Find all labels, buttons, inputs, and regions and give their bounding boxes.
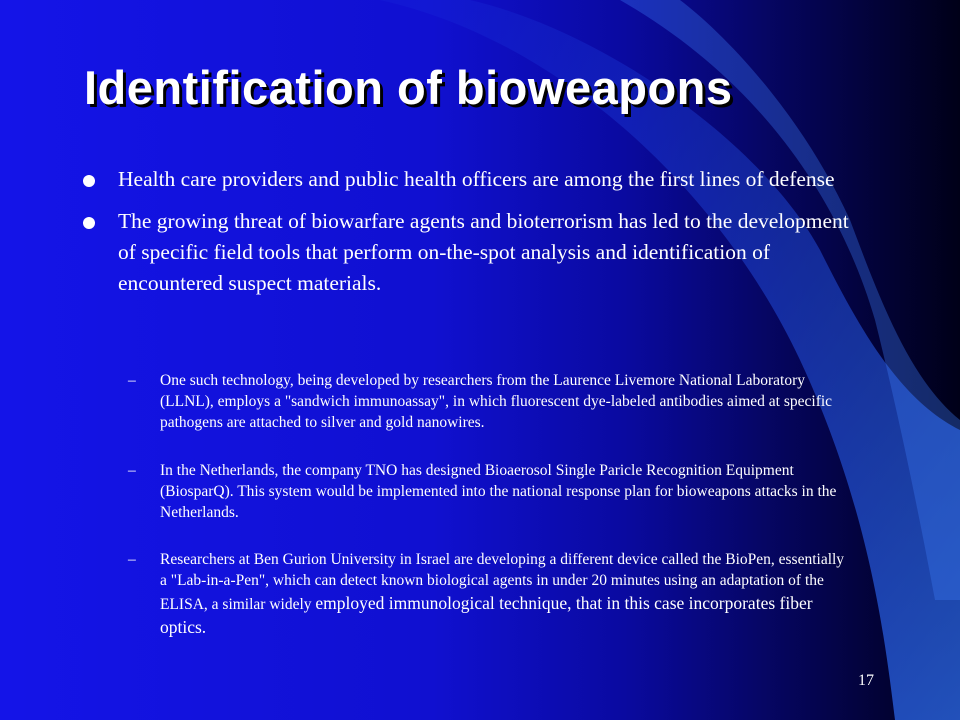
dash-marker: –	[128, 551, 136, 568]
dash-marker: –	[128, 462, 136, 479]
bullet-text: The growing threat of biowarfare agents and bioterrorism has led to the development of specific field tools that perform on-the-spot analysis and identification of encountered suspect materials.	[118, 209, 849, 295]
sub-bullet-text: One such technology, being developed by researchers from the Laurence Livemore National Laboratory (LLNL), employs a "sandwich immunoassay", in which fluorescent dye-labeled antibodies aimed at specific pathogens are attached to silver and gold nanowires.	[160, 372, 833, 431]
sub-bullet-item	[128, 370, 848, 433]
sub-bullet-item	[128, 460, 848, 523]
slide-title: Identification of bioweapons	[84, 61, 733, 114]
bullet-text: Health care providers and public health officers are among the first lines of defense	[118, 167, 835, 191]
bullet-dot-icon	[83, 175, 95, 187]
sub-bullet-list	[128, 370, 848, 639]
sub-bullet-text: Researchers at Ben Gurion University in Israel are developing a different device called the BioPen, essentially a "Lab-in-a-Pen", which can detect known biological agents in under 20 minutes using an adaptation of the ELISA, a similar widely	[160, 551, 845, 613]
bullet-item	[80, 206, 870, 299]
bullet-list	[80, 164, 870, 310]
bullet-item	[80, 164, 870, 195]
page-number: 17	[858, 672, 874, 689]
sub-bullet-text-large: employed immunological technique, that in this case incorporates fiber optics.	[160, 593, 813, 637]
sub-bullet-text: In the Netherlands, the company TNO has designed Bioaerosol Single Paricle Recognition Equipment (BiosparQ). This system would be implemented into the national response plan for bioweapons attacks in the Netherlands.	[160, 462, 837, 521]
bullet-dot-icon	[83, 217, 95, 229]
dash-marker: –	[128, 372, 136, 389]
sub-bullet-item	[128, 549, 848, 639]
